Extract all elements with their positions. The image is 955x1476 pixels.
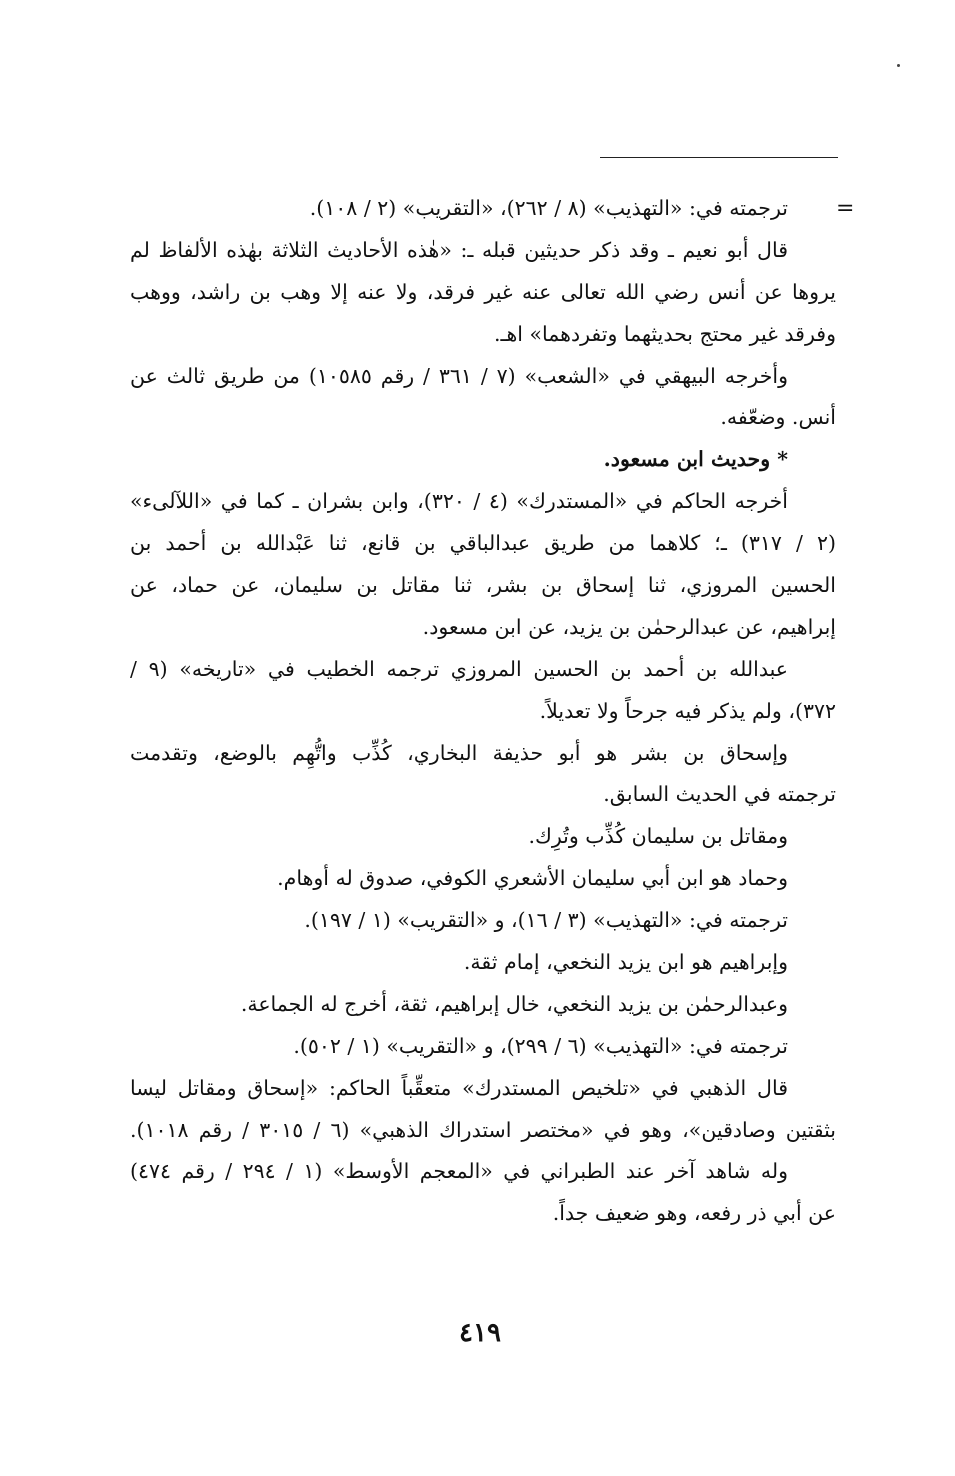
scan-speck <box>897 64 900 67</box>
page-number: ٤١٩ <box>459 1318 501 1348</box>
text-line: وفرقد غير محتج بحديثهما وتفردهما» اهـ. <box>493 321 836 346</box>
text-line: قال أبو نعيم ـ وقد ذكر حديثين قبله ـ: «هٰذه الأحاديث الثلاثة بهٰذه الألفاظ لم <box>130 237 788 262</box>
text-line: وإبراهيم هو ابن يزيد النخعي، إمام ثقة. <box>463 950 788 975</box>
text-line: وعبدالرحمٰن بن يزيد النخعي، خال إبراهيم، ثقة، أخرج له الجماعة. <box>240 991 788 1016</box>
text-line: قال الذهبي في «تلخيص المستدرك» متعقِّباً الحاكم: «إسحاق ومقاتل ليسا <box>130 1075 788 1100</box>
text-line: ترجمته في الحديث السابق. <box>603 782 836 807</box>
text-line: وأخرجه البيهقي في «الشعب» (٧ / ٣٦١ / رقم ١٠٥٨٥) من طريق ثالث عن <box>130 363 788 388</box>
text-line: بثقتين وصادقين»، وهو في «مختصر استدراك الذهبي» (٦ / ٣٠١٥ / رقم ١٠١٨). <box>130 1117 836 1142</box>
text-line: ٣٧٢)، ولم يذكر فيه جرحاً ولا تعديلاً. <box>539 698 836 723</box>
footnote-separator <box>600 157 838 158</box>
text-line: أنس. وضعّفه. <box>720 405 836 430</box>
text-line: وله شاهد آخر عند الطبراني في «المعجم الأوسط» (١ / ٢٩٤ / رقم ٤٧٤) <box>130 1159 788 1184</box>
text-line: الحسين المروزي، ثنا إسحاق بن بشر، ثنا مقاتل بن سليمان، عن حماد، عن <box>130 573 836 598</box>
text-line: ترجمته في: «التهذيب» (٦ / ٢٩٩)، و «التقريب» (١ / ٥٠٢). <box>293 1033 788 1058</box>
text-line: أخرجه الحاكم في «المستدرك» (٤ / ٣٢٠)، وابن بشران ـ كما في «اللآلىء» <box>130 489 788 514</box>
text-line: عن أبي ذر رفعه، وهو ضعيف جداً. <box>552 1201 836 1226</box>
text-line: * وحديث ابن مسعود. <box>603 447 788 472</box>
text-line: عبدالله بن أحمد بن الحسين المروزي ترجمه الخطيب في «تاريخه» (٩ / <box>130 656 788 681</box>
text-line: ترجمته في: «التهذيب» (٣ / ١٦)، و «التقريب» (١ / ١٩٧). <box>304 908 788 933</box>
text-line: ومقاتل بن سليمان كُذِّب وتُرِك. <box>528 824 788 849</box>
text-line: وحماد هو ابن أبي سليمان الأشعري الكوفي، صدوق له أوهام. <box>277 866 788 891</box>
text-line: يروها عن أنس رضي الله تعالى عنه غير فرقد، ولا عنه إلا وهب بن راشد، ووهب <box>130 279 836 304</box>
footnote-text <box>130 188 836 1235</box>
text-line: وإسحاق بن بشر هو أبو حذيفة البخاري، كُذِّب واتُّهِم بالوضع، وتقدمت <box>130 740 788 765</box>
text-line: ترجمته في: «التهذيب» (٨ / ٢٦٢)، «التقريب» (٢ / ١٠٨). <box>309 196 788 220</box>
text-line: إبراهيم، عن عبدالرحمٰن بن يزيد، عن ابن مسعود. <box>422 614 836 639</box>
text-line: (٢ / ٣١٧) ـ؛ كلاهما من طريق عبدالباقي بن قانع، ثنا عَبْدالله بن أحمد بن <box>130 531 836 556</box>
continuation-mark: = <box>836 196 855 221</box>
